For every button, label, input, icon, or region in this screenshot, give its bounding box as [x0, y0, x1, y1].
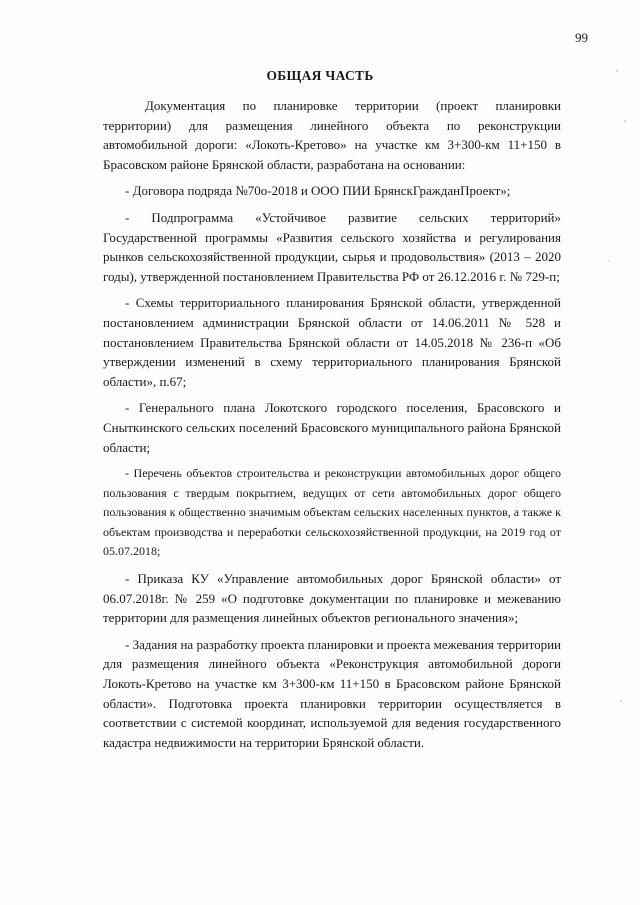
basis-item-order: - Приказа КУ «Управление автомобильных дорог Брянской области» от 06.07.2018г. № 259 «О подготовке документации по планировке и межеванию территории для размещения линейных объектов регионального значения»; [103, 571, 561, 626]
basis-item-subprogram: - Подпрограмма «Устойчивое развитие сельских территорий» Государственной программы «Развития сельского хозяйства и регулирования рынков сельскохозяйственной продукции, сырья и продовольствия» (2013 – 2020 годы), утвержденной постановлением Правительства РФ от 26.12.2016 г. № 729-п; [103, 209, 561, 284]
page-number: 99 [575, 30, 588, 45]
scan-speck [616, 70, 618, 72]
basis-item-general-plan: - Генерального плана Локотского городского поселения, Брасовского и Сныткинского сельских поселений Брасовского муниципального района Брянской области; [103, 400, 561, 455]
scan-speck [620, 700, 622, 702]
scan-speck [609, 260, 611, 262]
section-title: ОБЩАЯ ЧАСТЬ [266, 68, 374, 83]
basis-item-contract: - Договора подряда №70о-2018 и ООО ПИИ БрянскГражданПроект»; [125, 183, 511, 199]
intro-paragraph: Документация по планировке территории (проект планировки территории) для размещения линейного объекта по реконструкции автомобильной дороги: «Локоть-Кретово» на участке км 3+300-км 11+150 в Брасовском районе Брянской области, разработана на основании: [103, 98, 561, 172]
basis-item-territorial-scheme: - Схемы территориального планирования Брянской области, утвержденной постановлением администрации Брянской области от 14.06.2011 № 528 и постановлением Правительства Брянской области от 14.05.2018 № 236-п «Об утверждении изменений в схему территориального планирования Брянской области», п.67; [103, 295, 561, 389]
scan-speck [624, 120, 626, 122]
document-body [103, 96, 561, 752]
basis-item-assignment: - Задания на разработку проекта планировки и проекта межевания территории для размещения линейного объекта «Реконструкция автомобильной дороги Локоть-Кретово на участке км 3+300-км 11+150 в Брасовском районе Брянской области». Подготовка проекта планировки территории осуществляется в соответствии с системой координат, используемой для ведения государственного кадастра недвижимости на территории Брянской области. [103, 636, 561, 750]
basis-item-road-list: - Перечень объектов строительства и реконструкции автомобильных дорог общего пользования с твердым покрытием, ведущих от сети автомобильных дорог общего пользования к общественно значимым объектам сельских населенных пунктов, а также к объектам производства и переработки сельскохозяйственной продукции, на 2019 год от 05.07.2018; [103, 466, 561, 559]
